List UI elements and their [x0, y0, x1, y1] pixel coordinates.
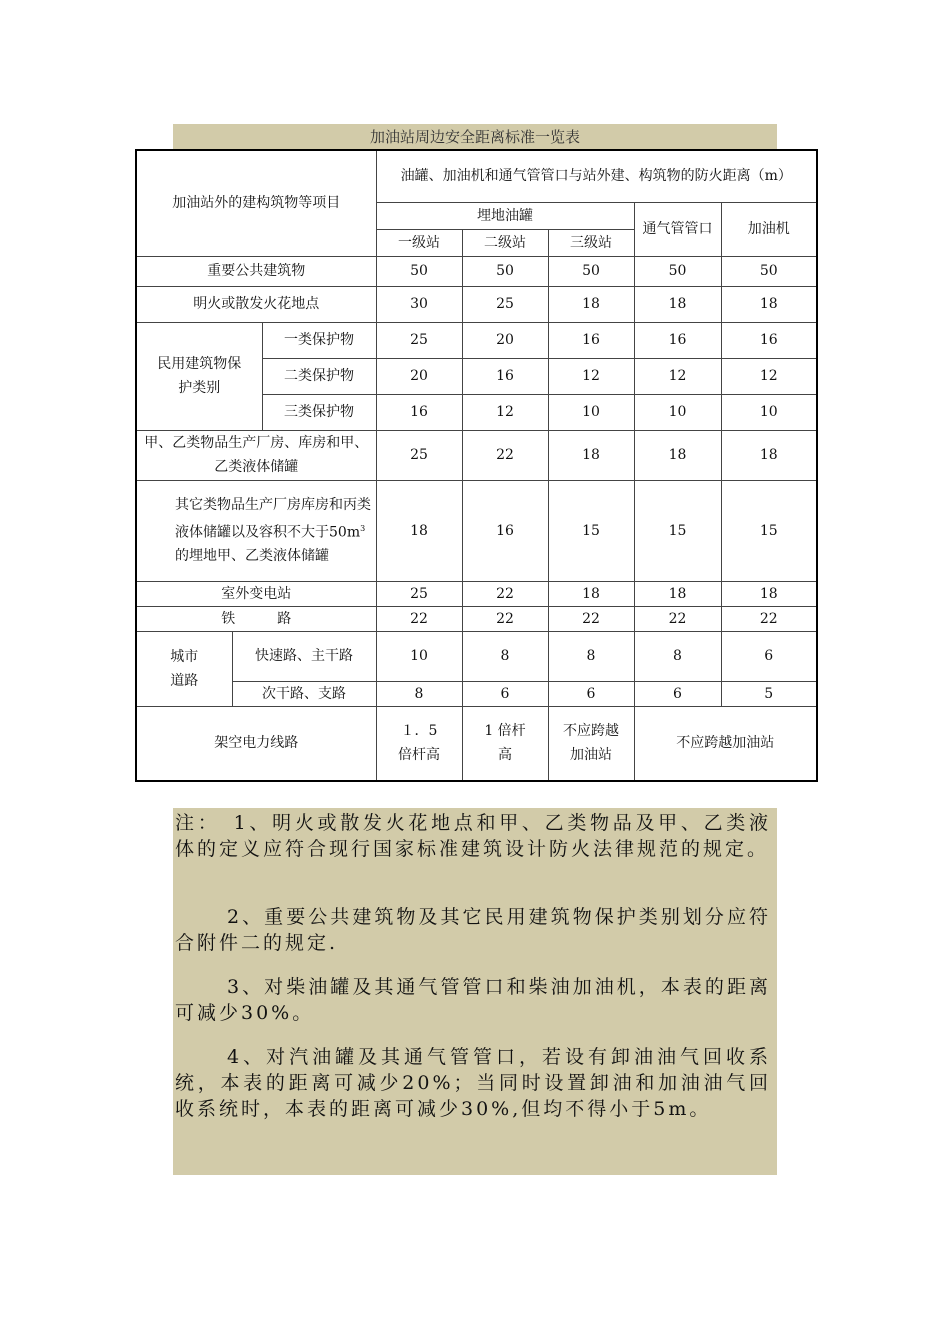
header-level-3: 三级站 — [548, 229, 634, 256]
cell: 30 — [376, 286, 462, 322]
table-row — [136, 631, 817, 681]
row-label: 重要公共建筑物 — [136, 256, 376, 286]
cell: 10 — [634, 394, 721, 430]
note-3: 3、对柴油罐及其通气管管口和柴油加油机，本表的距离可减少30%。 — [175, 976, 771, 1024]
table-row — [136, 706, 817, 781]
cell: 18 — [721, 286, 817, 322]
header-vent: 通气管管口 — [634, 202, 721, 256]
table-row — [136, 430, 817, 480]
cell: 18 — [376, 480, 462, 581]
table-row — [136, 256, 817, 286]
cell: 15 — [634, 480, 721, 581]
cell: 10 — [376, 631, 462, 681]
table-row — [136, 286, 817, 322]
cell: 12 — [462, 394, 548, 430]
cell: 12 — [634, 358, 721, 394]
cell: 12 — [721, 358, 817, 394]
cell: 22 — [462, 606, 548, 631]
cell: 20 — [376, 358, 462, 394]
cell: 50 — [376, 256, 462, 286]
cell: 16 — [721, 322, 817, 358]
table-row — [136, 480, 817, 581]
row-label: 架空电力线路 — [136, 706, 376, 781]
cell: 25 — [462, 286, 548, 322]
cell: 6 — [462, 681, 548, 706]
header-level-2: 二级站 — [462, 229, 548, 256]
cell: 50 — [548, 256, 634, 286]
row-label: 二类保护物 — [262, 358, 376, 394]
note-4: 4、对汽油罐及其通气管管口，若设有卸油油气回收系统，本表的距离可减少20%；当同时设置卸油和加油油气回收系统时，本表的距离可减少30%,但均不得小于5m。 — [175, 1046, 771, 1120]
cell: 16 — [462, 480, 548, 581]
table-row — [136, 581, 817, 606]
cell: 22 — [548, 606, 634, 631]
row-label: 其它类物品生产厂房库房和丙类液体储罐以及容积不大于$50m^3$的埋地甲、乙类液体储罐 — [136, 480, 376, 581]
cell: 25 — [376, 322, 462, 358]
cell: 16 — [548, 322, 634, 358]
row-label: 甲、乙类物品生产厂房、库房和甲、乙类液体储罐 — [136, 430, 376, 480]
cell: 20 — [462, 322, 548, 358]
row-group-label: 城市道路 — [136, 631, 232, 706]
cell: 18 — [548, 581, 634, 606]
cell: 5 — [721, 681, 817, 706]
cell: 25 — [376, 581, 462, 606]
row-label: 铁 路 — [136, 606, 376, 631]
cell: 12 — [548, 358, 634, 394]
row-label: 一类保护物 — [262, 322, 376, 358]
cell: 22 — [462, 430, 548, 480]
cell: 10 — [548, 394, 634, 430]
header-buried-tank: 埋地油罐 — [376, 202, 634, 229]
cell: 8 — [634, 631, 721, 681]
cell: 25 — [376, 430, 462, 480]
row-label: 明火或散发火花地点 — [136, 286, 376, 322]
table-row — [136, 681, 817, 706]
cell: 18 — [634, 286, 721, 322]
table-row — [136, 606, 817, 631]
cell: 22 — [462, 581, 548, 606]
cell: 50 — [634, 256, 721, 286]
header-dispenser: 加油机 — [721, 202, 817, 256]
cell: 1 倍杆高 — [462, 706, 548, 781]
cell: 不应跨越加油站 — [548, 706, 634, 781]
cell: 22 — [721, 606, 817, 631]
cell: 18 — [721, 430, 817, 480]
row-label: 三类保护物 — [262, 394, 376, 430]
row-label: 快速路、主干路 — [232, 631, 376, 681]
cell: 8 — [376, 681, 462, 706]
cell: 16 — [376, 394, 462, 430]
cell: 8 — [548, 631, 634, 681]
safety-distance-table — [135, 149, 818, 782]
cell: 15 — [721, 480, 817, 581]
note-2: 2、重要公共建筑物及其它民用建筑物保护类别划分应符合附件二的规定. — [175, 906, 771, 954]
cell: 6 — [721, 631, 817, 681]
notes-box — [173, 808, 777, 1175]
cell: 18 — [634, 430, 721, 480]
cell: 18 — [634, 581, 721, 606]
cell: 18 — [721, 581, 817, 606]
cell: 6 — [634, 681, 721, 706]
cell: 8 — [462, 631, 548, 681]
cell: 16 — [462, 358, 548, 394]
row-label: 次干路、支路 — [232, 681, 376, 706]
header-group-title: 油罐、加油机和通气管管口与站外建、构筑物的防火距离（m） — [376, 150, 817, 202]
cell: 10 — [721, 394, 817, 430]
row-label: 室外变电站 — [136, 581, 376, 606]
cell: １．5倍杆高 — [376, 706, 462, 781]
cell: 不应跨越加油站 — [634, 706, 817, 781]
cell: 16 — [634, 322, 721, 358]
note-1: 注： 1、明火或散发火花地点和甲、乙类物品及甲、乙类液体的定义应符合现行国家标准建筑设计防火法律规范的规定。 — [175, 812, 771, 860]
row-group-label: 民用建筑物保护类别 — [136, 322, 262, 430]
cell: 50 — [721, 256, 817, 286]
cell: 22 — [634, 606, 721, 631]
cell: 22 — [376, 606, 462, 631]
cell: 50 — [462, 256, 548, 286]
header-item-col: 加油站外的建构筑物等项目 — [136, 150, 376, 256]
cell: 18 — [548, 286, 634, 322]
table-row — [136, 322, 817, 358]
header-level-1: 一级站 — [376, 229, 462, 256]
cell: 15 — [548, 480, 634, 581]
cell: 6 — [548, 681, 634, 706]
table-title: 加油站周边安全距离标准一览表 — [173, 124, 777, 150]
cell: 18 — [548, 430, 634, 480]
